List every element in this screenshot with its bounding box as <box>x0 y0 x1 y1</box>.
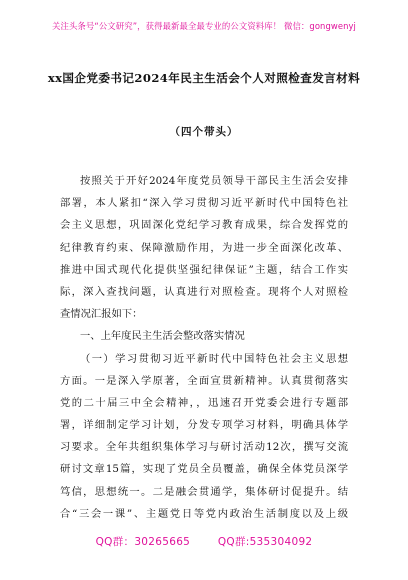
body-line: 党的二十届三中全会精神，，迅速召开党委会进行专题部 <box>60 396 348 409</box>
body-line: 研讨文章15篇，实现了党员全员覆盖，确保全体党员深学 <box>60 463 348 476</box>
qq-group-1: QQ群：30265665 <box>95 536 191 548</box>
body-line: （一）学习贯彻习近平新时代中国特色社会主义思想 <box>80 352 348 365</box>
document-body <box>60 170 348 525</box>
body-line: 习要求。全年共组织集体学习与研讨活动12次，撰写交流 <box>60 441 348 454</box>
body-line: 按照关于开好2024年度党员领导干部民主生活会安排 <box>80 175 348 187</box>
body-line: 署，详细制定学习计划，分发专项学习材料，明确具体学 <box>60 419 348 432</box>
body-line: 推进中国式现代化提供坚强纪律保证”主题，结合工作实 <box>60 263 348 276</box>
body-line: 会主义思想，巩固深化党纪学习教育成果，综合发挥党的 <box>60 219 348 232</box>
body-line: 际，深入查找问题，认真进行对照检查。现将个人对照检 <box>60 285 348 298</box>
document-subtitle: （四个带头） <box>169 126 239 138</box>
footer-contacts <box>0 534 408 549</box>
body-line: 方面。一是深入学原著，全面宣贯新精神。认真贯彻落实 <box>60 374 348 387</box>
body-line: 部署，本人紧扣“深入学习贯彻习近平新时代中国特色社 <box>60 197 348 210</box>
document-title: xx国企党委书记2024年民主生活会个人对照检查发言材料 <box>47 71 361 85</box>
header-banner: 关注头条号“公文研究”，获得最新最全最专业的公文资料库！ 微信：gongwenyj <box>52 21 356 31</box>
qq-group-2: QQ群:535304092 <box>217 536 313 548</box>
body-line: 合“三会一课”、主题党日等党内政治生活制度以及上级 <box>60 507 348 520</box>
section-heading: 一、上年度民主生活会整改落实情况 <box>80 330 245 343</box>
body-line: 纪律教育约束、保障激励作用，为进一步全面深化改革、 <box>60 241 348 254</box>
body-line: 查情况汇报如下： <box>60 308 143 321</box>
body-line: 笃信，思想统一。二是融会贯通学，集体研讨促提升。结 <box>60 485 348 498</box>
